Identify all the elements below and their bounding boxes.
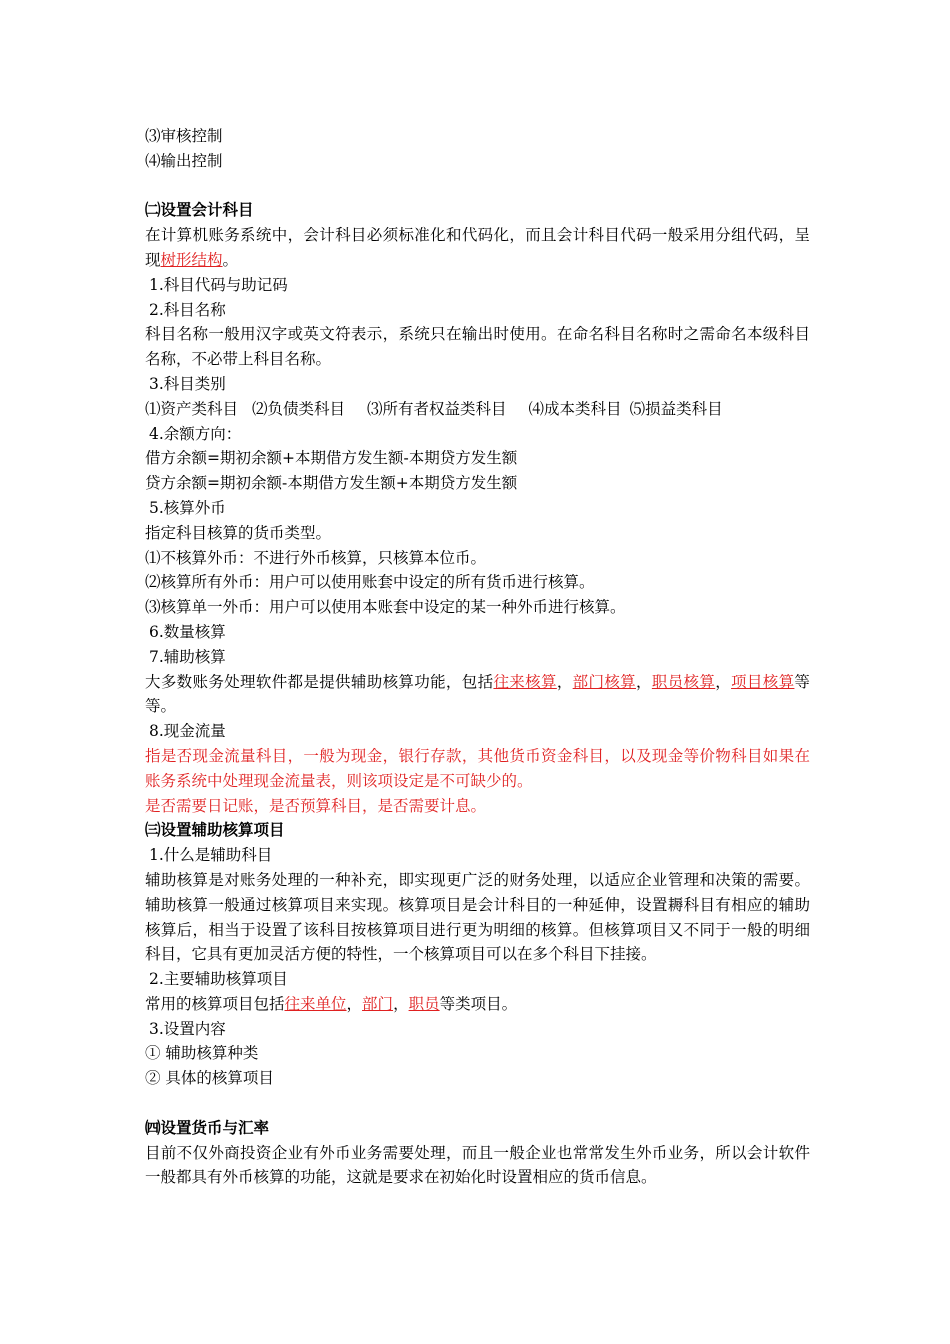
item-label: 2.科目名称 — [149, 300, 226, 319]
list-item — [145, 496, 810, 521]
item-label: 7.辅助核算 — [149, 647, 226, 666]
category-item: ⑵负债类科目 — [252, 399, 346, 418]
list-item — [145, 298, 810, 323]
term-link[interactable]: 职员 — [408, 994, 440, 1013]
paragraph-text: 等类项目。 — [439, 994, 518, 1013]
highlighted-paragraph: 指是否现金流量科目，一般为现金，银行存款，其他货币资金科目，以及现金等价物科目如果在账务系统中处理现金流量表，则该项设定是不可缺少的。 — [145, 746, 810, 790]
item-label: 2.主要辅助核算项目 — [149, 970, 288, 989]
list-item — [145, 620, 810, 645]
spacer — [145, 174, 810, 199]
term-link[interactable]: 部门 — [362, 994, 394, 1013]
list-item: ⑵核算所有外币：用户可以使用账套中设定的所有货币进行核算。 — [145, 573, 595, 592]
paragraph-text: 常用的核算项目包括 — [145, 994, 285, 1013]
paragraph — [145, 670, 810, 720]
list-item — [145, 1017, 810, 1042]
list-item — [145, 719, 810, 744]
separator: ， — [346, 994, 363, 1013]
category-item: ⑶所有者权益类科目 — [367, 399, 507, 418]
category-item: ⑸损益类科目 — [629, 399, 723, 418]
list-item — [145, 372, 810, 397]
item-label: 5.核算外币 — [149, 498, 226, 517]
list-item: ① 辅助核算种类 — [145, 1044, 259, 1063]
list-item — [145, 967, 810, 992]
paragraph-text: 在计算机账务系统中，会计科目必须标准化和代码化，而且会计科目代码一般采用分组代码，呈现 — [145, 226, 810, 269]
spacer — [145, 1091, 810, 1116]
section-heading: ㈣设置货币与汇率 — [145, 1118, 270, 1137]
paragraph-text: 。 — [222, 250, 239, 269]
section-heading: ㈢设置辅助核算项目 — [145, 821, 285, 840]
document-page — [145, 124, 810, 1190]
item-label: 1.科目代码与助记码 — [149, 275, 288, 294]
highlighted-paragraph: 是否需要日记账，是否预算科目，是否需要计息。 — [145, 796, 487, 815]
separator: ， — [715, 672, 732, 691]
paragraph — [145, 992, 810, 1017]
separator: ， — [636, 672, 652, 691]
paragraph: 科目名称一般用汉字或英文符表示，系统只在输出时使用。在命名科目名称时之需命名本级科目名称，不必带上科目名称。 — [145, 325, 810, 369]
list-item — [145, 422, 810, 447]
item-label: 4.余额方向： — [149, 424, 242, 443]
paragraph-text: 等等。 — [145, 672, 810, 716]
term-link[interactable]: 职员核算 — [651, 672, 716, 691]
formula-line: 借方余额=期初余额+本期借方发生额-本期贷方发生额 — [145, 449, 518, 468]
paragraph: 辅助核算是对账务处理的一种补充，即实现更广泛的财务处理，以适应企业管理和决策的需要。辅助核算一般通过核算项目来实现。核算项目是会计科目的一种延伸，设置耨科目有相应的辅助核算后，相当于设置了该科目按核算项目进行更为明细的核算。但核算项目又不同于一般的明细科目，它具有更加灵活方便的特性，一个核算项目可以在多个科目下挂接。 — [145, 870, 810, 964]
list-item — [145, 843, 810, 868]
category-item: ⑷成本类科目 — [528, 399, 622, 418]
item-label: 6.数量核算 — [149, 622, 226, 641]
term-link[interactable]: 树形结构 — [160, 250, 223, 269]
item-label: 8.现金流量 — [149, 722, 226, 741]
category-list — [145, 397, 810, 422]
item-label: 3.设置内容 — [149, 1019, 226, 1038]
formula-line: 贷方余额=期初余额-本期借方发生额+本期贷方发生额 — [145, 474, 518, 493]
paragraph: 指定科目核算的货币类型。 — [145, 523, 332, 542]
list-item: ⑶审核控制 — [145, 127, 223, 145]
item-label: 1.什么是辅助科目 — [149, 846, 273, 865]
list-item: ⑶核算单一外币：用户可以使用本账套中设定的某一种外币进行核算。 — [145, 598, 626, 617]
list-item: ⑴不核算外币：不进行外币核算，只核算本位币。 — [145, 548, 487, 567]
term-link[interactable]: 往来核算 — [493, 672, 557, 691]
section-heading: ㈡设置会计科目 — [145, 201, 254, 220]
paragraph — [145, 223, 810, 273]
term-link[interactable]: 往来单位 — [284, 994, 347, 1013]
list-item — [145, 645, 810, 670]
paragraph-text: 大多数账务处理软件都是提供辅助核算功能，包括 — [145, 672, 494, 691]
list-item — [145, 273, 810, 298]
separator: ， — [556, 672, 573, 691]
category-item: ⑴资产类科目 — [145, 399, 239, 418]
term-link[interactable]: 部门核算 — [572, 672, 637, 691]
list-item: ⑷输出控制 — [145, 151, 223, 170]
term-link[interactable]: 项目核算 — [731, 672, 795, 691]
item-label: 3.科目类别 — [149, 374, 226, 393]
list-item: ② 具体的核算项目 — [145, 1069, 274, 1088]
separator: ， — [393, 994, 409, 1013]
paragraph: 目前不仅外商投资企业有外币业务需要处理，而且一般企业也常常发生外币业务，所以会计软件一般都具有外币核算的功能，这就是要求在初始化时设置相应的货币信息。 — [145, 1143, 810, 1187]
